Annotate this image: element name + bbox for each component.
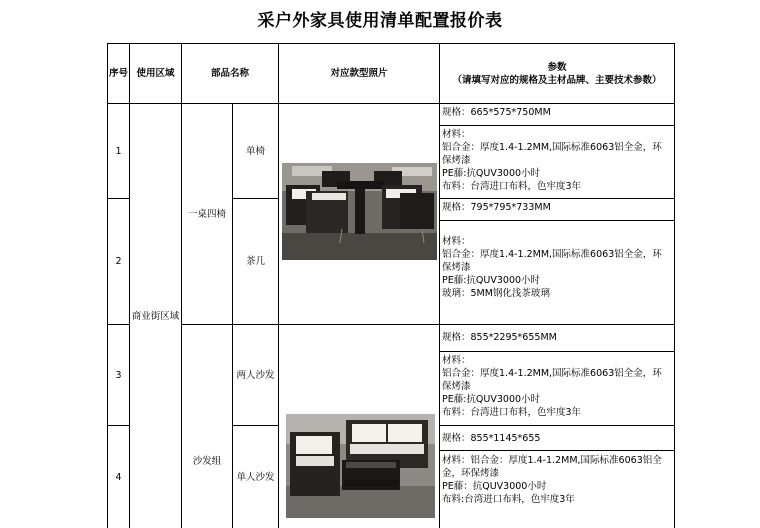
header-params [439, 43, 675, 103]
material-line: 铝合金：厚度1.4-1.2MM,国际标准6063铝全金，环 [442, 142, 662, 153]
material-line: PE藤:抗QUV3000小时 [442, 168, 541, 179]
material-line: 保烤漆 [442, 381, 471, 392]
material-cell [439, 220, 675, 324]
material-cell [439, 450, 675, 528]
header-part: 部品名称 [181, 43, 278, 103]
header-area: 使用区域 [129, 43, 181, 103]
group-cell: 沙发组 [181, 324, 232, 528]
material-line: 金，环保烤漆 [442, 468, 500, 479]
material-line: 保烤漆 [442, 155, 471, 166]
material-line: 布料：台湾进口布料，色牢度3年 [442, 407, 582, 418]
material-line: 材料： [442, 236, 471, 247]
material-line: 布料:台湾进口布料，色牢度3年 [442, 494, 575, 505]
sofa-set-photo [286, 414, 435, 518]
spec-cell: 规格：855*1145*655 [439, 425, 675, 450]
item-cell: 单人沙发 [232, 425, 278, 528]
dining-set-photo [282, 163, 437, 260]
spec-cell: 规格：795*795*733MM [439, 198, 675, 220]
spec-cell: 规格：855*2295*655MM [439, 324, 675, 351]
spec-cell: 规格：665*575*750MM [439, 103, 675, 125]
header-params-subtitle: （请填写对应的规格及主材品牌、主要技术参数） [452, 74, 662, 86]
material-line: 材料： [442, 355, 471, 366]
area-cell: 商业街区域 [129, 103, 181, 528]
material-line: PE藤：抗QUV3000小时 [442, 481, 547, 492]
material-line: 铝合金：厚度1.4-1.2MM,国际标准6063铝全金，环 [442, 368, 662, 379]
material-line: 铝合金：厚度1.4-1.2MM,国际标准6063铝全金，环 [442, 249, 662, 260]
material-line: 布料：台湾进口布料，色牢度3年 [442, 181, 582, 192]
material-line: 材料： [442, 129, 471, 140]
material-cell [439, 351, 675, 425]
item-cell: 茶几 [232, 198, 278, 324]
row-index: 2 [107, 198, 129, 324]
header-photo: 对应款型照片 [278, 43, 439, 103]
material-line: 材料：铝合金：厚度1.4-1.2MM,国际标准6063铝全 [442, 455, 662, 466]
material-line: PE藤:抗QUV3000小时 [442, 275, 541, 286]
material-cell [439, 125, 675, 198]
page-title: 采户外家具使用清单配置报价表 [257, 11, 503, 31]
row-index: 1 [107, 103, 129, 198]
item-cell: 单椅 [232, 103, 278, 198]
header-index: 序号 [107, 43, 129, 103]
material-line: PE藤:抗QUV3000小时 [442, 394, 541, 405]
row-index: 4 [107, 425, 129, 528]
group-cell: 一桌四椅 [181, 103, 232, 324]
material-line: 保烤漆 [442, 262, 471, 273]
row-index: 3 [107, 324, 129, 425]
item-cell: 两人沙发 [232, 324, 278, 425]
material-line: 玻璃：5MM钢化浅茶玻璃 [442, 288, 550, 299]
header-params-title: 参数 [547, 61, 567, 73]
